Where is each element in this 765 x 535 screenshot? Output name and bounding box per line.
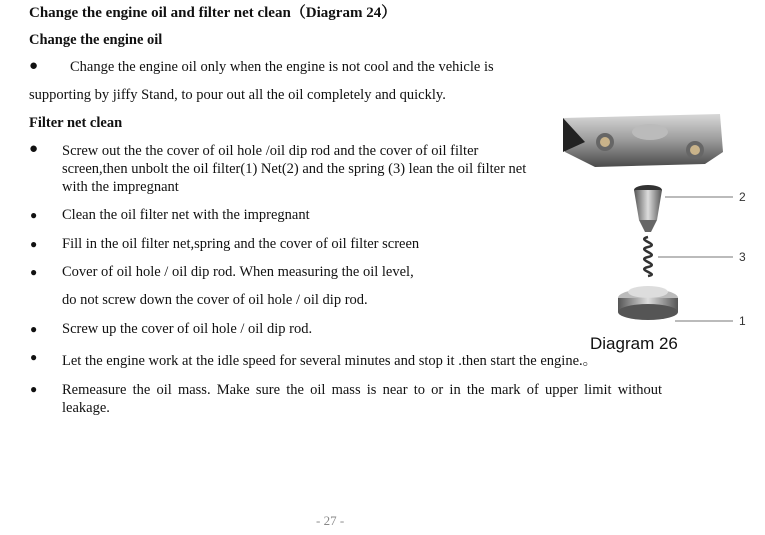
list-item: Remeasure the oil mass. Make sure the oil mass is near to or in the mark of upper limit without leakage. (62, 382, 662, 416)
paragraph-line: supporting by jiffy Stand, to pour out all the oil completely and quickly. (29, 87, 446, 103)
list-item: Screw up the cover of oil hole / oil dip rod. (62, 321, 313, 337)
list-item-continuation: do not screw down the cover of oil hole / oil dip rod. (62, 292, 368, 308)
bullet-icon: ● (30, 382, 38, 396)
page-number: - 27 - (316, 513, 345, 528)
list-item: Cover of oil hole / oil dip rod. When measuring the oil level, (62, 264, 414, 280)
callout-label: 2 (739, 190, 746, 204)
list-item: Fill in the oil filter net,spring and the cover of oil filter screen (62, 236, 420, 252)
oil-filter-diagram (555, 112, 755, 342)
list-item: Let the engine work at the idle speed for several minutes and stop it .then start the engine.。 (62, 353, 598, 369)
page-title: Change the engine oil and filter net clean（Diagram 24） (29, 5, 397, 21)
section-heading-filter-clean: Filter net clean (29, 115, 123, 131)
bullet-icon: ● (29, 58, 39, 74)
bullet-icon: ● (29, 141, 39, 157)
bullet-icon: ● (30, 322, 38, 336)
list-item: Screw out the the cover of oil hole /oil dip rod and the cover of oil filter screen,then unbolt the oil filter(1) Net(2) and the spring (3) lean the oil filter net with the impregnant (62, 143, 527, 195)
engine-case-shape (563, 114, 723, 167)
bullet-icon: ● (30, 208, 38, 222)
figure-caption: Diagram 26 (590, 334, 678, 353)
paragraph-line: Change the engine oil only when the engine is not cool and the vehicle is (70, 59, 494, 75)
spring-shape (644, 237, 652, 276)
bullet-icon: ● (30, 265, 38, 279)
bullet-icon: ● (30, 350, 38, 364)
callout-label: 3 (739, 250, 746, 264)
filter-cover-shape (618, 286, 678, 320)
callout-label: 1 (739, 314, 746, 328)
bullet-icon: ● (30, 237, 38, 251)
filter-net-shape (634, 185, 662, 232)
list-item: Clean the oil filter net with the impregnant (62, 207, 310, 223)
section-heading-change-oil: Change the engine oil (29, 32, 163, 48)
